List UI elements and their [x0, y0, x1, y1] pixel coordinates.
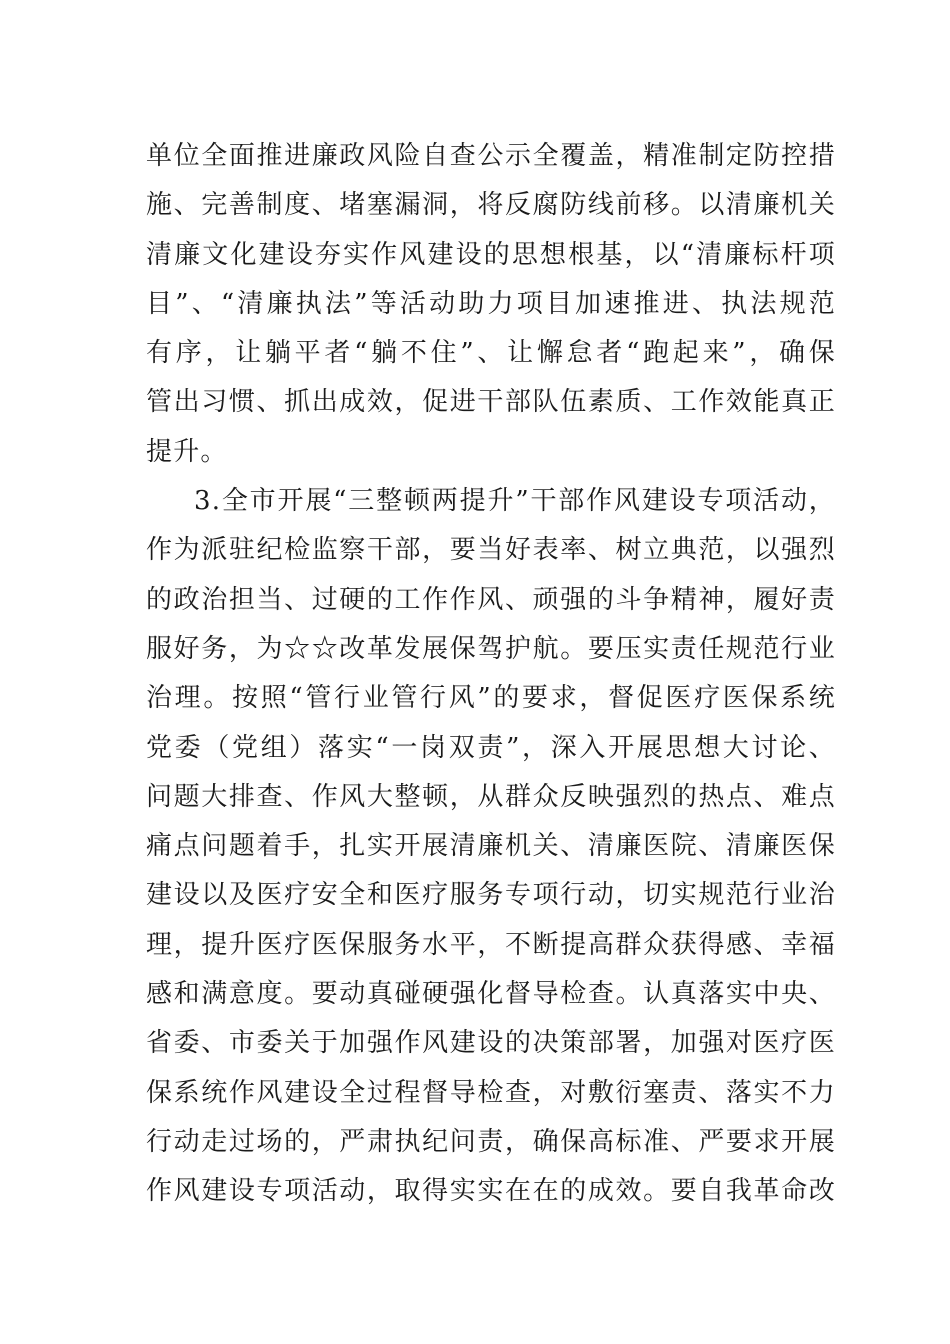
text-line: 痛点问题着手，扎实开展清廉机关、清廉医院、清廉医保 — [146, 831, 836, 862]
text-line: 管出习惯、抓出成效，促进干部队伍素质、工作效能真正 — [146, 387, 836, 418]
text-line: 保系统作风建设全过程督导检查，对敷衍塞责、落实不力 — [146, 1077, 836, 1108]
text-line: 作风建设专项活动，取得实实在在的成效。要自我革命改 — [146, 1176, 836, 1207]
text-line: 单位全面推进廉政风险自查公示全覆盖，精准制定防控措 — [146, 141, 836, 171]
text-line: 省委、市委关于加强作风建设的决策部署，加强对医疗医 — [146, 1028, 836, 1059]
paragraph-end-line: 提升。 — [146, 436, 228, 467]
text-line: 的政治担当、过硬的工作作风、顽强的斗争精神，履好责 — [146, 584, 836, 615]
text-line: 施、完善制度、堵塞漏洞，将反腐防线前移。以清廉机关 — [146, 190, 836, 221]
text-line: 服好务，为☆☆改革发展保驾护航。要压实责任规范行业 — [146, 633, 836, 664]
text-line: 理，提升医疗医保服务水平，不断提高群众获得感、幸福 — [146, 929, 836, 960]
text-line: 行动走过场的，严肃执纪问责，确保高标准、严要求开展 — [146, 1126, 836, 1157]
text-line: 有序，让躺平者“躺不住”、让懈怠者“跑起来”，确保 — [146, 338, 836, 369]
text-line: 目”、“清廉执法”等活动助力项目加速推进、执法规范 — [146, 288, 836, 319]
text-line: 清廉文化建设夯实作风建设的思想根基，以“清廉标杆项 — [146, 239, 836, 270]
text-line: 建设以及医疗安全和医疗服务专项行动，切实规范行业治 — [146, 880, 836, 911]
document-body — [146, 132, 836, 1217]
text-line: 作为派驻纪检监察干部，要当好表率、树立典范，以强烈 — [146, 535, 836, 566]
text-line: 问题大排查、作风大整顿，从群众反映强烈的热点、难点 — [146, 781, 836, 812]
text-line: 党委（党组）落实“一岗双责”，深入开展思想大讨论、 — [146, 732, 836, 763]
text-line: 感和满意度。要动真碰硬强化督导检查。认真落实中央、 — [146, 979, 836, 1010]
text-line: 治理。按照“管行业管行风”的要求，督促医疗医保系统 — [146, 683, 836, 714]
paragraph-first-line: 3.全市开展“三整顿两提升”干部作风建设专项活动， — [194, 486, 836, 517]
